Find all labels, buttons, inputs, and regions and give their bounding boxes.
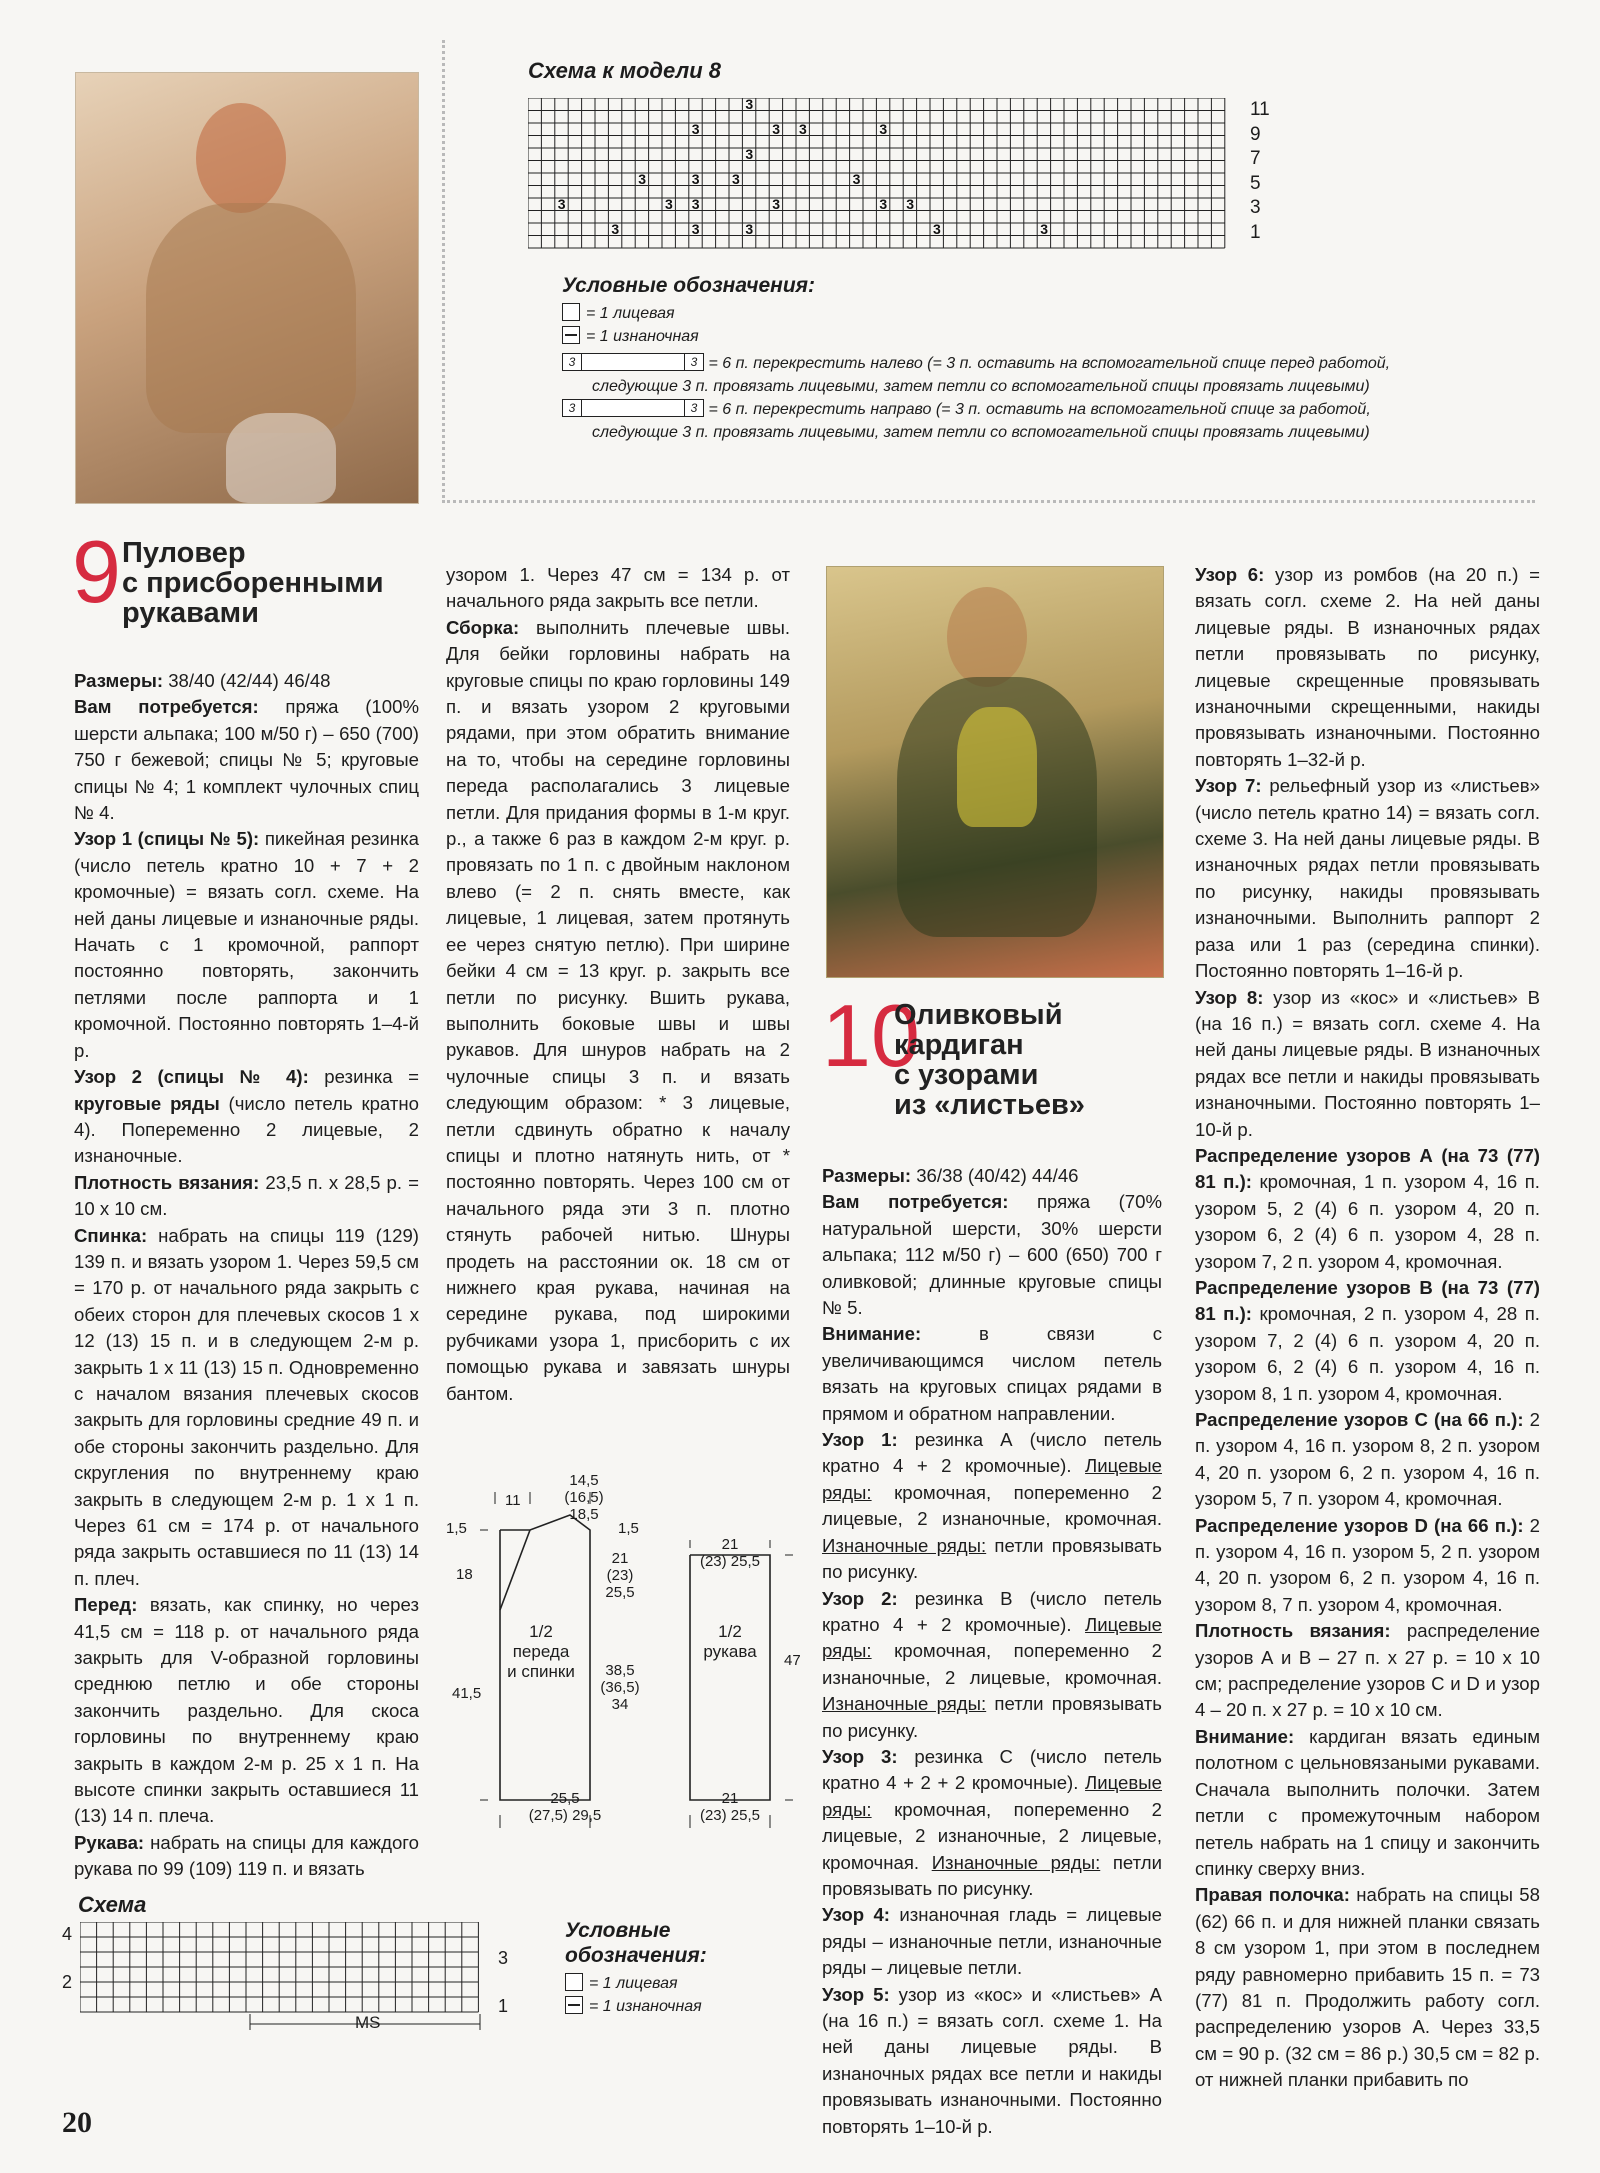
assembly-paragraph: Сборка: выполнить плечевые швы. Для бейки горловины набрать на круговые спицы по краю горловины 149 п. и вязать узором 2 круговыми рядами, при этом обратить внимание на то, чтобы на середине горловины переда располагались 3 лицевые петли. Для придания формы в 1-м круг. р., а также 6 раз в каждом 2-м круг. р. провязать по 1 п. с двойным наклоном влево (= 2 п. снять вместе, как лицевые, 1 лицевая, затем протянуть ее через снятую петлю). При ширине бейки 4 см = 13 круг. р. закрыть все петли по рисунку. Вшить рукава, выполнить боковые швы и швы рукавов. Для шнуров набрать на 2 чулочные спицы 3 п. и вязать следующим образом: * 3 лицевые, петли сдвинуть обратно к началу спицы и плотно натянуть нить, от * постоянно повторять. Через 100 см от начального ряда эти 3 п. плотно стянуть рабочей нитью. Шнуры продеть на расстоянии ок. 18 см от нижнего края рукава, начиная на середине рукава, под широкими рубчиками узора 1, присборить с их помощью рукава и завязать шнуры бантом. [446,616,790,1404]
dim-sleeve-bottom: 21 (23) 25,5 [699,1790,761,1824]
row-number: 11 [1250,99,1270,120]
cable-mark: 3 [745,98,754,112]
row-number: 3 [1250,197,1261,218]
cable-mark: 3 [852,171,861,187]
materials-paragraph: Вам потребуется: пряжа (70% натуральной шерсти, 30% шерсти альпака; 112 м/50 г) – 600 (650) 700 г оливковой; длинные круговые спицы № 5. [822,1191,1162,1319]
repeat-label: MS [355,2013,381,2032]
row-number: 7 [1250,148,1261,169]
gauge-paragraph: Плотность вязания: распределение узоров А и В – 27 п. х 27 р. = 10 х 10 см; распределение узоров С и D и узор 4 – 20 п. х 27 р. = 10 х 10 см. [1195,1620,1540,1721]
dim-sleeve-top: 21 (23) 25,5 [699,1536,761,1570]
cable-mark: 3 [557,196,566,212]
materials-paragraph: Вам потребуется: пряжа (100% шерсти альпака; 100 м/50 г) – 650 (700) 750 г бежевой; спицы № 5; круговые спицы № 4; 1 комплект чулочных спиц № 4. [74,696,419,824]
right-front-paragraph: Правая полочка: набрать на спицы 58 (62) 66 п. и для нижней планки связать 8 см узором 1, при этом в последнем ряду равномерно прибавить 15 п. = 73 (77) 81 п. Продолжить работу согл. распределению узоров А. Через 33,5 см = 90 р. (32 см = 86 р.) 30,5 см = 82 р. от нижней планки прибавить по [1195,1884,1540,2091]
cable-mark: 3 [732,171,740,187]
dim-edge-left: 1,5 [446,1520,467,1537]
cable-mark: 3 [879,121,888,137]
model-9-chart-grid [80,1922,500,2032]
body-label: 1/2 переда и спинки [507,1622,575,1681]
model-9-photo [75,72,419,504]
cable-mark: 3 [772,121,780,137]
cable-mark: 3 [799,121,807,137]
sleeves-paragraph: Рукава: набрать на спицы для каждого рукава по 99 (109) 119 п. и вязать [74,1831,419,1880]
sleeves-continued: узором 1. Через 47 см = 134 р. от начального ряда закрыть все петли. [446,564,790,612]
knit-symbol-icon [562,303,580,321]
cable-mark: 3 [772,196,780,212]
page-number: 20 [62,2106,92,2139]
purl-symbol-icon [562,326,580,344]
pattern-2-paragraph: Узор 2 (спицы № 4): резинка = круговые ряды (число петель кратно 4). Попеременно 2 лицевые, 2 изнаночные. [74,1066,419,1167]
distribution-c-paragraph: Распределение узоров С (на 66 п.): 2 п. узором 4, 16 п. узором 8, 2 п. узором 4, 20 п. узором 6, 2 п. узором 4, 16 п. узором 5, 7 п. узором 4, кромочная. [1195,1409,1540,1510]
distribution-b-paragraph: Распределение узоров В (на 73 (77) 81 п.): кромочная, 2 п. узором 4, 28 п. узором 7, 2 (4) 6 п. узором 4, 20 п. узором 6, 2 (4) 6 п. узором 4, 16 п. узором 8, 1 п. узором 4, кромочная. [1195,1276,1540,1404]
model-10-photo [826,566,1164,978]
model-9-title: Пуловер с присборенными рукавами [122,537,384,629]
pattern-1-paragraph: Узор 1: резинка А (число петель кратно 4 + 2 кромочные). Лицевые ряды: кромочная, попеременно 2 лицевые, 2 изнаночные, кромочная. Изнаночные ряды: петли провязывать по рисунку. [822,1429,1162,1583]
cable-mark: 3 [691,171,700,187]
row-number: 9 [1250,123,1261,145]
sleeve-label: 1/2 рукава [703,1622,757,1661]
cable-mark: 3 [691,221,700,237]
pattern-1-paragraph: Узор 1 (спицы № 5): пикейная резинка (число петель кратно 10 + 7 + 2 кромочные) = вязать согл. схеме. На ней даны лицевые и изнаночные ряды. Начать с 1 кромочной, раппорт постоянно повторять, закончить петлями после раппорта и 1 кромочной. Постоянно повторять 1–4-й р. [74,828,419,1061]
attention-paragraph: Внимание: в связи с увеличивающимся числом петель вязать на круговых спицах рядами в прямом и обратном направлении. [822,1323,1162,1424]
legend-item: = 1 лицевая [562,302,1462,325]
dim-top: 14,5 (16,5) 18,5 [564,1472,604,1523]
back-paragraph: Спинка: набрать на спицы 119 (129) 139 п. и вязать узором 1. Через 59,5 см = 170 р. от начального ряда закрыть с обеих сторон для плечевых скосов 1 х 12 (13) 15 п. и в следующем 2-м р. закрыть 1 х 11 (13) 15 п. Одновременно с началом вязания плечевых скосов закрыть для горловины средние 49 п. и обе стороны закончить раздельно. Для скругления по внутреннему краю закрыть в следующем 2-м р. 1 х 1 п. Через 61 см = 174 р. от начального ряда закрыть оставшиеся по 11 (13) 14 п. плеч. [74,1224,419,1589]
model-9-legend [565,1972,702,2018]
legend-item: = 1 изнаночная [565,1995,702,2018]
knit-symbol-icon [565,1973,583,1991]
sleeve-outline [690,1555,770,1800]
legend-item-cont: следующие 3 п. провязать лицевыми, затем петли со вспомогательной спицы провязать лицевыми) [592,424,1370,441]
model-10-number: 10 [822,986,920,1085]
sizes-paragraph: Размеры: 36/38 (40/42) 44/46 [822,1165,1079,1186]
model-10-column-4 [1195,562,1540,2094]
model-10-title: Оливковый кардиган с узорами из «листьев» [894,999,1085,1121]
cable-mark: 3 [906,196,914,212]
cable-mark: 3 [611,221,620,237]
legend-item: 3 3 = 6 п. перекрестить налево (= 3 п. оставить на вспомогательной спице перед работой, [562,352,1462,375]
pattern-5-paragraph: Узор 5: узор из «кос» и «листьев» А (на 16 п.) = вязать согл. схеме 1. На ней даны лицевые ряды. В изнаночных рядах все петли и накиды провязывать изнаночными. Постоянно повторять 1–10-й р. [822,1983,1162,2137]
purl-symbol-icon [565,1996,583,2014]
dim-edge-right: 1,5 [618,1520,639,1537]
sizes-paragraph: Размеры: 38/40 (42/44) 46/48 [74,670,331,691]
front-paragraph: Перед: вязать, как спинку, но через 41,5 см = 118 р. от начального ряда закрыть для V-образной горловины среднюю петлю и обе стороны закончить раздельно. Для скоса горловины по внутреннему краю закрыть в каждом 2-м р. 25 х 1 п. На высоте спинки закрыть оставшиеся 11 (13) 14 п. плеча. [74,1594,419,1827]
model-9-column-1 [74,668,419,1883]
cable-mark: 3 [1040,221,1048,237]
cable-mark: 3 [879,196,888,212]
cable-mark: 3 [665,196,673,212]
row-number: 1 [1250,221,1261,243]
model-8-legend-title: Условные обозначения: [562,274,816,297]
pattern-2-paragraph: Узор 2: резинка В (число петель кратно 4 + 2 кромочные). Лицевые ряды: кромочная, попеременно 2 изнаночные, 2 лицевые, кромочная. Изнаночные ряды: петли провязывать по рисунку. [822,1587,1162,1741]
distribution-a-paragraph: Распределение узоров А (на 73 (77) 81 п.): кромочная, 1 п. узором 4, 16 п. узором 5, 2 (4) 6 п. узором 4, 20 п. узором 6, 2 (4) 6 п. узором 4, 28 п. узором 7, 2 п. узором 4, кромочная. [1195,1144,1540,1272]
model-8-chart-grid [528,98,1228,250]
dim-side-right: 38,5 (36,5) 34 [600,1662,640,1713]
dim-top-left: 11 [505,1492,521,1509]
cable-right-icon: 3 3 [562,399,704,417]
pattern-8-paragraph: Узор 8: узор из «кос» и «листьев» В (на 16 п.) = вязать согл. схеме 4. На ней даны лицевые ряды. В изнаночных рядах все петли и накиды провязывать изнаночными. Постоянно повторять 1–10-й р. [1195,986,1540,1140]
model-8-row-numbers [1250,98,1280,245]
cable-mark: 3 [691,121,700,137]
dim-side-left: 41,5 [452,1685,482,1702]
cable-mark: 3 [638,171,646,187]
row-number: 5 [1250,172,1261,194]
model-8-legend [562,302,1462,444]
model-9-scheme-title: Схема [78,1892,147,1917]
cable-mark: 3 [691,196,700,212]
attention-paragraph: Внимание: кардиган вязать единым полотном с цельновязаными рукавами. Сначала выполнить полочки. Затем петли с промежуточным набором петель набрать на 1 спицу и закончить спинку сверху вниз. [1195,1725,1540,1879]
dim-right: 21 (23) 25,5 [605,1550,635,1601]
cable-mark: 3 [933,221,941,237]
dim-sleeve-height: 47 [784,1652,801,1669]
pattern-4-paragraph: Узор 4: изнаночная гладь = лицевые ряды – изнаночные петли, изнаночные ряды – лицевые петли. [822,1904,1163,1979]
model-9-legend-title: Условные обозначения: [565,1919,707,1967]
model-10-column-3 [822,1163,1162,2140]
pattern-3-paragraph: Узор 3: резинка С (число петель кратно 4 + 2 + 2 кромочные). Лицевые ряды: кромочная, попеременно 2 лицевые, 2 изнаночные, 2 лицевые, кромочная. Изнаночные ряды: петли провязывать по рисунку. [822,1745,1162,1899]
cable-left-icon: 3 3 [562,353,704,371]
cable-mark: 3 [745,221,754,237]
dim-bottom: 25,5 (27,5) 29,5 [528,1790,602,1824]
pattern-7-paragraph: Узор 7: рельефный узор из «листьев» (число петель кратно 14) = вязать согл. схеме 3. На ней даны лицевые ряды. В изнаночных рядах петли провязывать по рисунку, накиды провязывать изнаночными. Выполнить раппорт 2 раза или 1 раз (середина спинки). Постоянно повторять 1–16-й р. [1195,775,1540,982]
dim-neck-depth: 18 [456,1566,473,1583]
model-9-scheme-left-rows: 4 2 [62,1924,73,1992]
legend-item: = 1 изнаночная [562,325,1462,348]
model-9-column-2 [446,562,790,1407]
pattern-6-paragraph: Узор 6: узор из ромбов (на 20 п.) = вязать согл. схеме 2. На ней даны лицевые ряды. В изнаночных рядах петли провязывать по рисунку, лицевые скрещенные провязывать изнаночными скрещенными, накиды провязывать изнаночными. Постоянно повторять 1–32-й р. [1195,564,1540,770]
distribution-d-paragraph: Распределение узоров D (на 66 п.): 2 п. узором 4, 16 п. узором 5, 2 п. узором 4, 20 п. узором 6, 2 п. узором 4, 16 п. узором 8, 7 п. узором 4, кромочная. [1195,1514,1540,1615]
model-8-scheme-title: Схема к модели 8 [528,58,721,83]
legend-item-cont: следующие 3 п. провязать лицевыми, затем петли со вспомогательной спицы провязать лицевыми) [592,378,1370,395]
legend-item: 3 3 = 6 п. перекрестить направо (= 3 п. оставить на вспомогательной спице за работой, [562,398,1462,421]
model-9-scheme-right-rows: 3 1 [498,1948,509,2016]
cable-mark: 3 [745,146,754,162]
gauge-paragraph: Плотность вязания: 23,5 п. х 28,5 р. = 10 х 10 см. [74,1171,419,1220]
model-9-number: 9 [72,522,121,621]
legend-item: = 1 лицевая [565,1972,702,1995]
